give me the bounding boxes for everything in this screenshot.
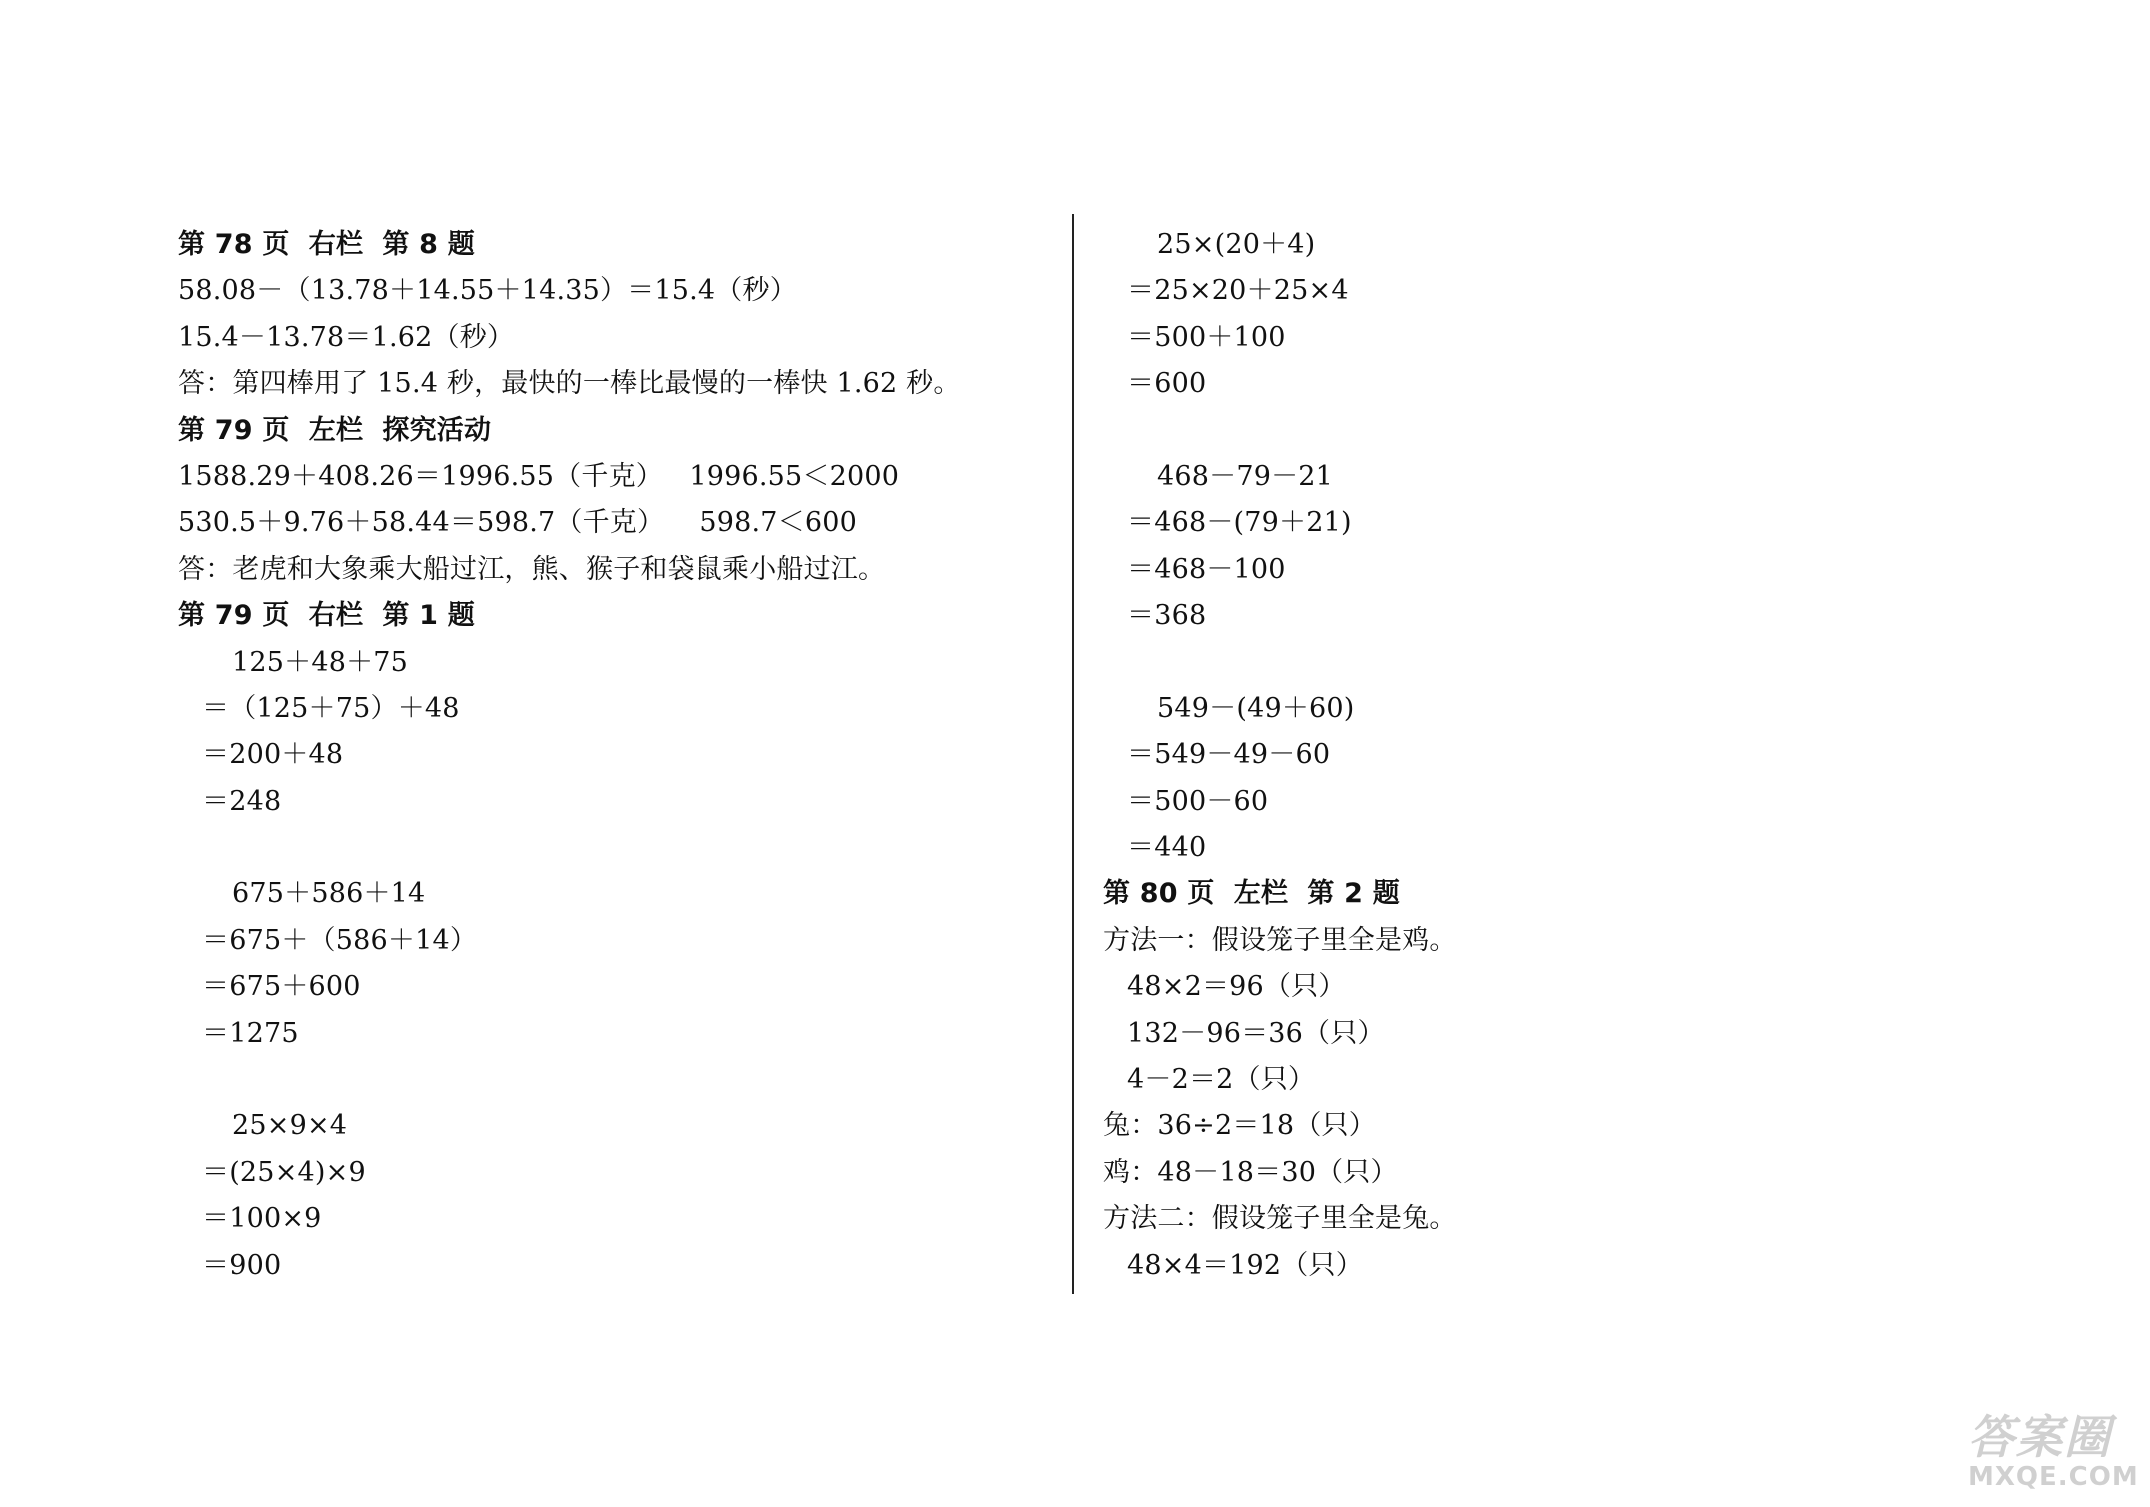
right-line: ＝468－(79＋21) bbox=[1127, 507, 1352, 539]
watermark-logo bbox=[1968, 1412, 2138, 1498]
right-line: ＝549－49－60 bbox=[1127, 739, 1331, 771]
right-line: 鸡：48－18＝30（只） bbox=[1103, 1156, 1398, 1188]
right-line: ＝600 bbox=[1127, 368, 1207, 400]
right-line: 132－96＝36（只） bbox=[1127, 1017, 1385, 1049]
right-line: ＝25×20＋25×4 bbox=[1127, 275, 1349, 307]
left-spacer bbox=[178, 825, 1058, 871]
right-line: 方法一：假设笼子里全是鸡。 bbox=[1103, 924, 1457, 956]
right-heading: 第 80 页 左栏 第 2 题 bbox=[1103, 878, 1400, 910]
left-line: 1588.29＋408.26＝1996.55（千克） 1996.55＜2000 bbox=[178, 460, 900, 492]
right-line: 25×(20＋4) bbox=[1157, 229, 1316, 260]
right-line: 48×2＝96（只） bbox=[1127, 971, 1346, 1003]
right-line: 4－2＝2（只） bbox=[1127, 1064, 1316, 1096]
column-divider bbox=[1072, 214, 1074, 1294]
left-line: ＝675＋600 bbox=[202, 971, 361, 1003]
right-line: ＝440 bbox=[1127, 832, 1207, 864]
left-line: ＝(25×4)×9 bbox=[202, 1156, 366, 1188]
left-line: 125＋48＋75 bbox=[232, 646, 409, 678]
right-line: ＝500－60 bbox=[1127, 785, 1269, 817]
left-line: 答：第四棒用了 15.4 秒，最快的一棒比最慢的一棒快 1.62 秒。 bbox=[178, 368, 961, 400]
right-spacer bbox=[1103, 408, 2003, 454]
left-line: 答：老虎和大象乘大船过江，熊、猴子和袋鼠乘小船过江。 bbox=[178, 553, 886, 585]
left-line: 25×9×4 bbox=[232, 1110, 348, 1142]
right-line: 方法二：假设笼子里全是兔。 bbox=[1103, 1203, 1457, 1235]
left-line: ＝1275 bbox=[202, 1017, 299, 1049]
left-line: ＝248 bbox=[202, 785, 282, 817]
left-line: ＝675＋（586＋14） bbox=[202, 924, 478, 956]
left-heading: 第 79 页 右栏 第 1 题 bbox=[178, 600, 475, 632]
right-line: 549－(49＋60) bbox=[1157, 692, 1355, 724]
right-line: ＝500＋100 bbox=[1127, 321, 1286, 353]
left-line: 15.4－13.78＝1.62（秒） bbox=[178, 321, 515, 353]
left-column bbox=[178, 222, 1058, 1289]
right-line: ＝468－100 bbox=[1127, 553, 1286, 585]
left-heading: 第 79 页 左栏 探究活动 bbox=[178, 414, 492, 446]
left-heading: 第 78 页 右栏 第 8 题 bbox=[178, 229, 475, 260]
right-line: 兔：36÷2＝18（只） bbox=[1103, 1110, 1376, 1142]
left-line: ＝（125＋75）＋48 bbox=[202, 692, 460, 724]
right-line: 48×4＝192（只） bbox=[1127, 1249, 1363, 1281]
left-line: ＝100×9 bbox=[202, 1203, 322, 1235]
left-line: 58.08－（13.78＋14.55＋14.35）＝15.4（秒） bbox=[178, 275, 797, 307]
right-spacer bbox=[1103, 640, 2003, 686]
watermark-text-bottom: MXQE.COM bbox=[1968, 1462, 2139, 1492]
watermark-text-top: 答案圈 bbox=[1968, 1410, 2112, 1464]
left-line: 530.5＋9.76＋58.44＝598.7（千克） 598.7＜600 bbox=[178, 507, 857, 539]
right-line: ＝368 bbox=[1127, 600, 1207, 632]
right-column bbox=[1103, 222, 2003, 1289]
right-line: 468－79－21 bbox=[1157, 460, 1334, 492]
left-line: ＝900 bbox=[202, 1249, 282, 1281]
left-spacer bbox=[178, 1057, 1058, 1103]
left-line: ＝200＋48 bbox=[202, 739, 344, 771]
left-line: 675＋586＋14 bbox=[232, 878, 426, 910]
